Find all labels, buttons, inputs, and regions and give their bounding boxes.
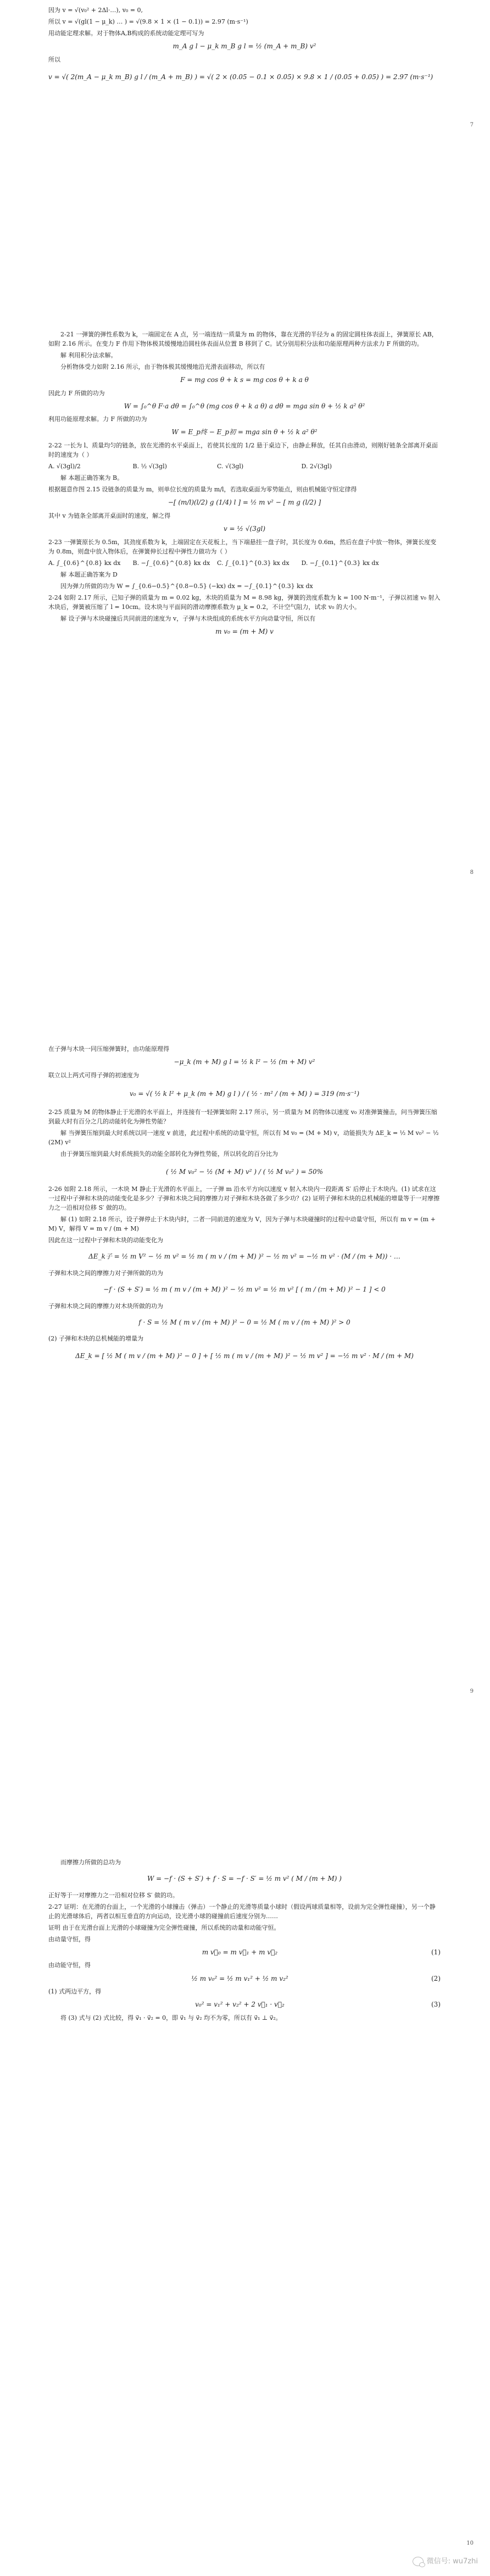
- paragraph: 解 利用积分法求解。: [60, 352, 117, 359]
- equation-row: [48, 1999, 441, 2010]
- option-b: B. ½ √(3gl): [132, 463, 167, 470]
- option-a: A. √(3gl)/2: [48, 463, 81, 470]
- paragraph: 子弹和木块之间的摩擦力对木块所做的功为: [48, 1302, 163, 1310]
- equation: m_A g l − μ_k m_B g l = ½ (m_A + m_B) v²: [172, 42, 316, 51]
- wechat-icon: [413, 2557, 424, 2566]
- page-8-content: [48, 330, 441, 640]
- option-c: C. √(3gl): [217, 463, 244, 470]
- paragraph: 2-22 一长为 l、质量均匀的链条，放在光滑的水平桌面上，若使其长度的 1/2 悬于桌边下，由静止释放，任其自由滑动，则刚好链条全部离开桌面时的速度为（ ）: [48, 442, 438, 459]
- equation: −μ_k (m + M) g l = ½ k l² − ½ (m + M) v²: [174, 1058, 315, 1066]
- options-row: [48, 558, 441, 568]
- paragraph: 2-21 一弹簧的弹性系数为 k，一端固定在 A 点，另一端连结一质量为 m 的物体，靠在光滑的半径为 a 的固定圆柱体表面上，弹簧原长 AB，如附 2.16 所示。在变力 F 作用下物体极其缓慢地沿圆柱体表面从位置 B 移到了 C。试分别用积分法和功能原理两种方法求力 F 所做的功。: [48, 331, 438, 348]
- equation: v = √( 2(m_A − μ_k m_B) g l / (m_A + m_B) ) = √( 2 × (0.05 − 0.1 × 0.05) × 9.8 × 1 / (0.05 + 0.05) ) = 2.97 (m·s⁻¹): [48, 73, 433, 81]
- options-row: [48, 462, 441, 471]
- page-10-content: [48, 1858, 441, 2025]
- equation: −f · (S + S′) = ½ m ( m v / (m + M) )² − ½ m v² = ½ m v² [ ( m / (m + M) )² − 1 ] < 0: [103, 1286, 386, 1294]
- equation: ΔE_k = [ ½ M ( m v / (m + M) )² − 0 ] + [ ½ m ( m v / (m + M) )² − ½ m v² ] = −½ m v² · M / (m + M): [75, 1352, 414, 1360]
- page-7-content: [48, 5, 441, 85]
- paragraph: 解 本题正确答案为 D: [60, 570, 118, 578]
- option-b: B. −∫_{0.6}^{0.8} kx dx: [132, 559, 210, 567]
- paragraph: 子弹和木块之间的摩擦力对子弹所做的功为: [48, 1269, 163, 1277]
- paragraph: 2-24 如附 2.17 所示，已知子弹的质量为 m = 0.02 kg，木块的质量为 M = 8.98 kg，弹簧的劲度系数为 k = 100 N·m⁻¹，子弹以初速 v₀ 射入木块后，弹簧被压缩了 l = 10cm。设木块与平面间的滑动摩擦系数为 μ_k = 0.2，不计空气阻力，试求 v₀ 的大小。: [48, 594, 441, 611]
- equation: v₀ = √( ½ k l² + μ_k (m + M) g l ) / ( ½ · m² / (m + M) ) = 319 (m·s⁻¹): [129, 1089, 360, 1098]
- equation: ΔE_k子 = ½ m V² − ½ m v² = ½ m ( m v / (m + M) )² − ½ m v² = −½ m v² · (M / (m + M)) · …: [88, 1253, 400, 1261]
- paragraph: 在子弹与木块一同压缩弹簧时，由功能原理得: [48, 1045, 169, 1052]
- page-7: [0, 0, 490, 319]
- paragraph: 由动能守恒，得: [48, 1962, 91, 1969]
- equation: v₀² = v₁² + v₂² + 2 v⃗₁ · v⃗₂: [195, 2001, 285, 2009]
- paragraph: 由动量守恒，得: [48, 1935, 91, 1943]
- paragraph: 2-25 质量为 M 的物体静止于光滑的水平面上，并连接有一轻弹簧如附 2.17 所示，另一质量为 M 的物体以速度 v₀ 对准弹簧撞击，问当弹簧压缩到最大时有百分之几的动能转化为弹性势能？: [48, 1109, 437, 1126]
- equation: m v⃗₀ = m v⃗₁ + m v⃗₂: [202, 1948, 278, 1956]
- option-d: D. 2√(3gl): [301, 463, 332, 470]
- paragraph: 分析物体受力如附 2.16 所示，由于物体极其缓慢地沿光滑表面移动，所以有: [60, 363, 265, 371]
- paragraph: 因此在这一过程中子弹和木块的动能变化为: [48, 1237, 163, 1244]
- text-line: 用动能定理求解。对于物体A,B构成的系统动能定理可写为: [48, 30, 204, 37]
- paragraph: 正好等于一对摩擦力之一沿相对位移 S′ 做的功。: [48, 1891, 179, 1899]
- equation-row: [48, 1974, 441, 1984]
- page-10: [0, 1858, 490, 2576]
- equation-row: [48, 1947, 441, 1958]
- paragraph: 而摩擦力所做的总功为: [60, 1859, 121, 1866]
- page-number: 7: [470, 122, 474, 128]
- equation: m v₀ = (m + M) v: [215, 627, 274, 635]
- equation: f · S = ½ M ( m v / (m + M) )² − 0 = ½ M ( m v / (m + M) )² > 0: [138, 1318, 350, 1326]
- equation: W = −f · (S + S′) + f · S = −f · S′ = ½ m v² ( M / (m + M) ): [147, 1875, 342, 1883]
- paragraph: 将 (3) 式与 (2) 式比较，得 v⃗₁ · v⃗₂ = 0，即 v⃗₁ 与 v⃗₂ 均不为零，所以有 v⃗₁ ⊥ v⃗₂。: [60, 2014, 282, 2021]
- paragraph: 因为弹力所做的功为 W = ∫_{0.6−0.5}^{0.8−0.5} (−kx) dx = −∫_{0.1}^{0.3} kx dx: [60, 582, 313, 590]
- paragraph: 2-27 证明：在光滑的台面上，一个光滑的小球撞击（弹击）一个静止的光滑等质量小球时（假设两球质量相等，设前为完全弹性碰撞），另一个静止的光滑球体后，两者以相互垂直的方向运动，设光滑小球的碰撞前后速度分别为……: [48, 1903, 436, 1920]
- paragraph: 解 本题正确答案为 B。: [60, 474, 124, 482]
- equation: W = ∫₀^θ F·a dθ = ∫₀^θ (mg cos θ + k a θ) a dθ = mga sin θ + ½ k a² θ²: [124, 402, 365, 410]
- paragraph: 根据题意作图 2.15 设链条的质量为 m，则单位长度的质量为 m/l，若选取桌面为零势能点，则由机械能守恒定律得: [48, 486, 357, 494]
- paragraph: 其中 v 为链条全部离开桌面时的速度，解之得: [48, 512, 171, 519]
- paragraph: 解 当弹簧压缩到最大时系统以同一速度 v 前进，此过程中系统的动量守恒，所以有 M v₀ = (M + M) v，动能损失为 ΔE_k = ½ M v₀² − ½ (2M) v²: [48, 1129, 439, 1146]
- text-line: 所以 v = √(gl(1 − μ_k) … ) = √(9.8 × 1 × (1 − 0.1)) = 2.97 (m·s⁻¹): [48, 18, 248, 26]
- paragraph: 解 设子弹与木块碰撞后共同前进的速度为 v，子弹与木块组成的系统水平方向动量守恒，所以有: [60, 614, 316, 622]
- page-number: 8: [470, 869, 474, 876]
- page-8: [0, 330, 490, 1039]
- equation-number: (2): [431, 1974, 441, 1982]
- equation: F = mg cos θ + k s = mg cos θ + k a θ: [180, 376, 309, 384]
- equation: ½ m v₀² = ½ m v₁² + ½ m v₂²: [191, 1974, 288, 1982]
- page-9-content: [48, 1044, 441, 1369]
- paragraph: (2) 子弹和木块的总机械能的增量为: [48, 1335, 144, 1343]
- equation-number: (1): [431, 1948, 441, 1956]
- paragraph: 证明 由于在光滑台面上光滑的小球碰撞为完全弹性碰撞，所以系统的动量和动能守恒。: [48, 1924, 280, 1931]
- paragraph: 利用功能原理求解。力 F 所做的功为: [48, 416, 147, 423]
- option-d: D. −∫_{0.1}^{0.3} kx dx: [301, 559, 379, 567]
- paragraph: 由于弹簧压缩到最大时系统损失的动能全部转化为弹性势能，所以转化的百分比为: [60, 1150, 278, 1158]
- equation: −[ (m/l)(l/2) g (1/4) l ] = ½ m v² − [ m g (l/2) ]: [168, 498, 321, 507]
- paragraph: (1) 式两边平方，得: [48, 1988, 102, 1996]
- equation: W = E_p终 − E_p初 = mga sin θ + ½ k a² θ²: [171, 428, 318, 436]
- paragraph: 因此力 F 所做的功为: [48, 389, 105, 397]
- paragraph: 2-26 如附 2.18 所示，一木块 M 静止于光滑的水平面上，一子弹 m 沿水平方向以速度 v 射入木块内一段距离 S′ 后停止于木块内。(1) 试求在这一过程中子弹和木块的动能变化是多少？子弹和木块之间的摩擦力对子弹和木块各做了多少功？(2) 证明子弹和木块的总机械能的增量等于一对摩擦力之一沿相对位移 S′ 做的功。: [48, 1185, 440, 1212]
- page-number: 9: [470, 1688, 474, 1694]
- paragraph: 解 (1) 如附 2.18 所示，设子弹停止于木块内时，二者一同前进的速度为 V，因为子弹与木块碰撞时的过程中动量守恒，所以有 m v = (m + M) V，解得 V = m v / (m + M): [48, 1216, 436, 1233]
- text-line: 因为 v = √(v₀² + 2Δl·…), v₀ = 0,: [48, 7, 143, 14]
- option-c: C. ∫_{0.1}^{0.3} kx dx: [217, 559, 289, 567]
- page-9: [0, 1044, 490, 1847]
- watermark-text: 微信号: wu7zhi: [426, 2557, 478, 2566]
- equation: v = ½ √(3gl): [223, 524, 266, 533]
- paragraph: 2-23 一弹簧原长为 0.5m，其劲度系数为 k，上端固定在天花板上，当下端悬挂一盘子时，其长度为 0.6m，然后在盘子中放一物体，弹簧长度变为 0.8m，则盘中放入物体后，在弹簧伸长过程中弹性力做功为（ ）: [48, 538, 437, 555]
- equation: ( ½ M v₀² − ½ (M + M) v² ) / ( ½ M v₀² ) = 50%: [165, 1167, 324, 1176]
- page-number: 10: [466, 2540, 474, 2546]
- option-a: A. ∫_{0.6}^{0.8} kx dx: [48, 559, 121, 567]
- text-line: 所以: [48, 56, 60, 63]
- paragraph: 联立以上两式可得子弹的初速度为: [48, 1071, 139, 1079]
- equation-number: (3): [431, 2001, 441, 2009]
- wechat-watermark: [413, 2556, 478, 2567]
